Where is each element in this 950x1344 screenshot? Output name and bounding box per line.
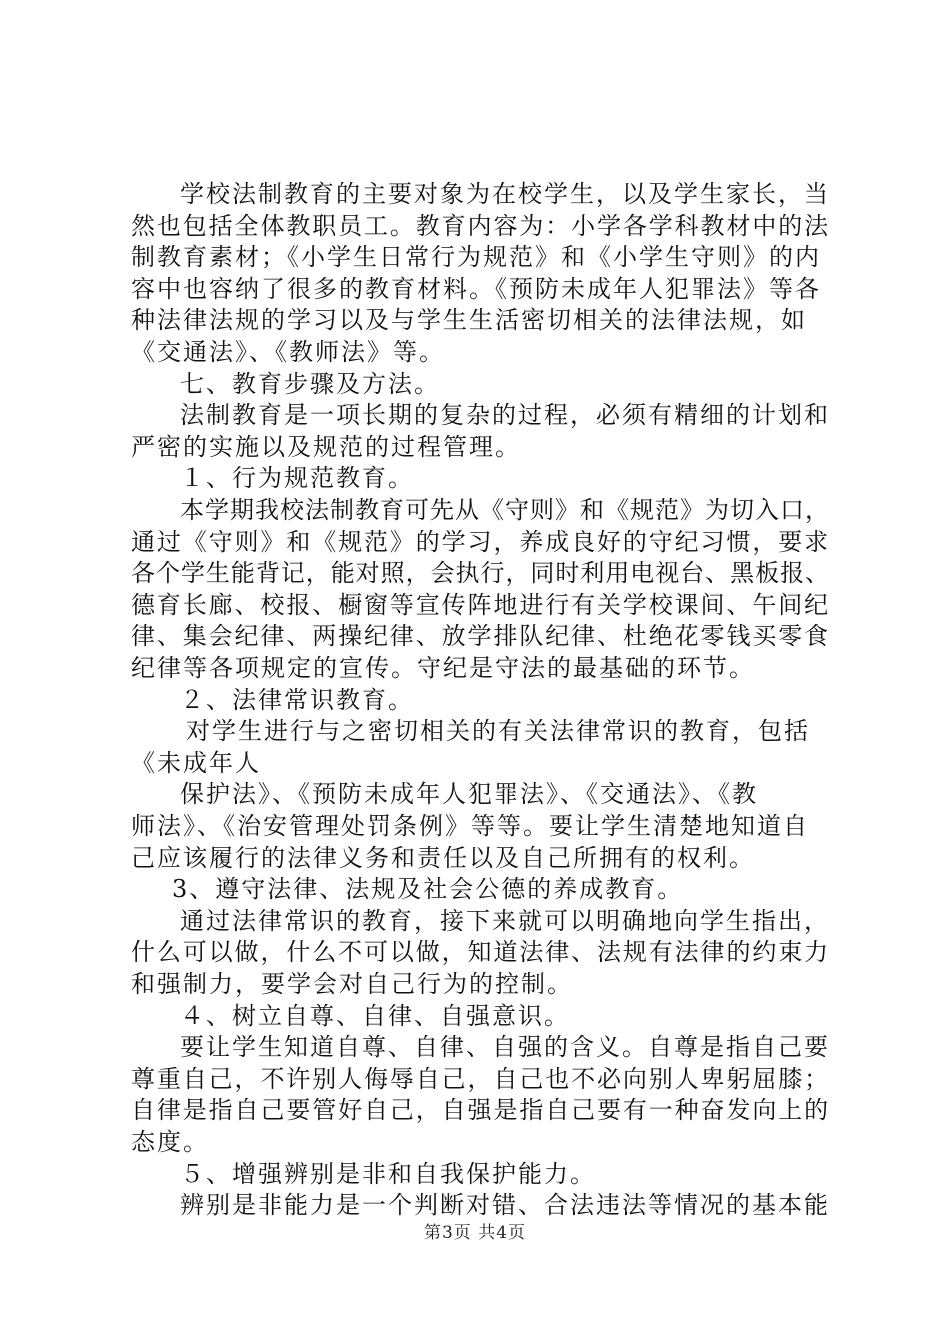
text-line: 对学生进行与之密切相关的有关法律常识的教育，包括 xyxy=(186,717,810,746)
text-line: 学校法制教育的主要对象为在校学生，以及学生家长，当 xyxy=(180,180,830,208)
page-number-footer: 第3页 共4页 xyxy=(423,1223,527,1243)
text-line: 要让学生知道自尊、自律、自强的含义。自尊是指自己要 xyxy=(180,1033,830,1062)
text-line: 纪律等各项规定的宣传。守纪是守法的最基础的环节。 xyxy=(131,654,755,682)
text-line: 制教育素材；《小学生日常行为规范》和《小学生守则》的内 xyxy=(131,243,821,272)
subsection-heading: ５、增强辨别是非和自我保护能力。 xyxy=(180,1159,596,1188)
text-line: 通过《守则》和《规范》的学习，养成良好的守纪习惯，要求 xyxy=(131,527,830,556)
text-line: 辨别是非能力是一个判断对错、合法违法等情况的基本能 xyxy=(180,1191,830,1220)
text-line: 各个学生能背记，能对照，会执行，同时利用电视台、黑板报、 xyxy=(131,559,830,588)
subsection-heading: ２、法律常识教育。 xyxy=(180,685,414,714)
text-line: 保护法》、《预防未成年人犯罪法》、《交通法》、《教 xyxy=(180,780,758,809)
text-line: 尊重自己，不许别人侮辱自己，自己也不必向别人卑躬屈膝； xyxy=(131,1064,830,1093)
text-line: 《交通法》、《教师法》等。 xyxy=(131,338,445,366)
text-line: 种法律法规的学习以及与学生生活密切相关的法律法规，如 xyxy=(131,306,807,335)
subsection-heading: １、行为规范教育。 xyxy=(180,464,414,493)
text-line: 《未成年人 xyxy=(131,748,261,777)
text-line: 通过法律常识的教育，接下来就可以明确地向学生指出， xyxy=(180,906,830,935)
text-line: 己应该履行的法律义务和责任以及自己所拥有的权利。 xyxy=(131,843,755,872)
text-line: 本学期我校法制教育可先从《守则》和《规范》为切入口， xyxy=(180,496,830,524)
text-line: 什么可以做，什么不可以做，知道法律、法规有法律的约束力 xyxy=(131,938,830,967)
text-line: 容中也容纳了很多的教育材料。《预防未成年人犯罪法》等各 xyxy=(131,274,821,303)
text-line: 然也包括全体教职员工。教育内容为：小学各学科教材中的法 xyxy=(131,211,830,240)
text-line: 德育长廊、校报、橱窗等宣传阵地进行有关学校课间、午间纪 xyxy=(131,590,830,619)
text-line: 自律是指自己要管好自己，自强是指自己要有一种奋发向上的 xyxy=(131,1096,830,1125)
text-line: 师法》、《治安管理处罚条例》等等。要让学生清楚地知道自 xyxy=(131,812,809,840)
text-line: 态度。 xyxy=(131,1128,209,1156)
text-line: 律、集会纪律、两操纪律、放学排队纪律、杜绝花零钱买零食 xyxy=(131,622,830,651)
text-line: 和强制力，要学会对自己行为的控制。 xyxy=(131,970,573,998)
text-line: 严密的实施以及规范的过程管理。 xyxy=(131,432,521,461)
section-heading: 七、教育步骤及方法。 xyxy=(180,369,440,398)
subsection-heading: ４、树立自尊、自律、自强意识。 xyxy=(180,1001,570,1030)
subsection-heading: 3、遵守法律、法规及社会公德的养成教育。 xyxy=(172,875,684,904)
text-line: 法制教育是一项长期的复杂的过程，必须有精细的计划和 xyxy=(180,401,830,430)
